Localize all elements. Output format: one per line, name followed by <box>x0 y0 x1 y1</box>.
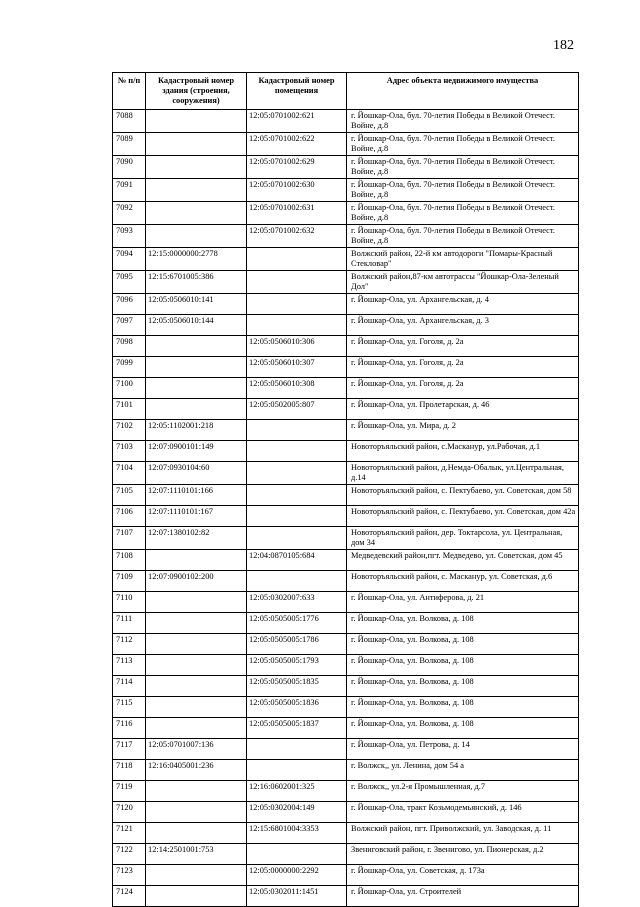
cell-number: 7106 <box>113 506 146 527</box>
cell-number: 7092 <box>113 202 146 225</box>
table-row <box>113 110 579 133</box>
cell-address: г. Йошкар-Ола, бул. 70-летия Победы в Великой Отечест. Войне, д.8 <box>347 202 579 225</box>
cell-number: 7111 <box>113 613 146 634</box>
cell-building-cadastral <box>146 634 247 655</box>
cell-room-cadastral <box>247 571 347 592</box>
cell-building-cadastral <box>146 718 247 739</box>
table-row <box>113 441 579 462</box>
cell-building-cadastral <box>146 697 247 718</box>
cell-room-cadastral: 12:05:0505005:1835 <box>247 676 347 697</box>
cell-address: г. Йошкар-Ола, бул. 70-летия Победы в Великой Отечест. Войне, д.8 <box>347 110 579 133</box>
cell-address: г. Йошкар-Ола, ул. Гоголя, д. 2а <box>347 336 579 357</box>
cell-address: Медведевский район,пгт. Медведево, ул. Советская, дом 45 <box>347 550 579 571</box>
cell-number: 7118 <box>113 760 146 781</box>
cell-address: г. Йошкар-Ола, ул. Архангельская, д. 4 <box>347 294 579 315</box>
cell-address: г. Йошкар-Ола, бул. 70-летия Победы в Великой Отечест. Войне, д.8 <box>347 225 579 248</box>
cell-number: 7116 <box>113 718 146 739</box>
cell-number: 7115 <box>113 697 146 718</box>
cell-building-cadastral: 12:07:1380102:82 <box>146 527 247 550</box>
cell-number: 7112 <box>113 634 146 655</box>
cell-room-cadastral: 12:15:6801004:3353 <box>247 823 347 844</box>
cell-building-cadastral <box>146 156 247 179</box>
cell-building-cadastral: 12:05:0701007:136 <box>146 739 247 760</box>
cell-address: г. Йошкар-Ола, ул. Советская, д. 173а <box>347 865 579 886</box>
cell-building-cadastral <box>146 550 247 571</box>
cell-building-cadastral: 12:15:6701005:386 <box>146 271 247 294</box>
table-row <box>113 592 579 613</box>
table-row <box>113 613 579 634</box>
cell-number: 7124 <box>113 886 146 907</box>
cell-address: Волжский район, 22-й км автодороги "Помары-Красный Стекловар" <box>347 248 579 271</box>
cell-number: 7104 <box>113 462 146 485</box>
cell-address: г. Йошкар-Ола, ул. Волкова, д. 108 <box>347 718 579 739</box>
cell-room-cadastral: 12:05:0701002:622 <box>247 133 347 156</box>
cell-building-cadastral <box>146 225 247 248</box>
table-row <box>113 179 579 202</box>
cell-number: 7101 <box>113 399 146 420</box>
table-row <box>113 399 579 420</box>
cell-address: Новоторъяльский район, с. Пектубаево, ул. Советская, дом 42а <box>347 506 579 527</box>
cell-number: 7109 <box>113 571 146 592</box>
cell-room-cadastral <box>247 527 347 550</box>
cell-building-cadastral: 12:16:0405001:236 <box>146 760 247 781</box>
cell-building-cadastral <box>146 336 247 357</box>
cell-building-cadastral <box>146 179 247 202</box>
cell-room-cadastral <box>247 844 347 865</box>
cell-number: 7089 <box>113 133 146 156</box>
cell-address: г. Йошкар-Ола, ул. Антиферова, д. 21 <box>347 592 579 613</box>
cell-building-cadastral <box>146 886 247 907</box>
cell-room-cadastral: 12:05:0506010:307 <box>247 357 347 378</box>
cell-number: 7099 <box>113 357 146 378</box>
cell-address: г. Йошкар-Ола, ул. Строителей <box>347 886 579 907</box>
cell-address: Новоторъяльский район, с. Пектубаево, ул. Советская, дом 58 <box>347 485 579 506</box>
cell-address: г. Йошкар-Ола, ул. Гоголя, д. 2а <box>347 378 579 399</box>
cell-room-cadastral <box>247 315 347 336</box>
cell-number: 7096 <box>113 294 146 315</box>
cell-room-cadastral: 12:05:0701002:630 <box>247 179 347 202</box>
property-registry-table <box>112 72 579 907</box>
cell-address: г. Йошкар-Ола, ул. Волкова, д. 108 <box>347 655 579 676</box>
cell-address: Новоторъяльский район, дер. Токтарсола, ул. Центральная, дом 34 <box>347 527 579 550</box>
table-row <box>113 571 579 592</box>
cell-room-cadastral: 12:05:0505005:1836 <box>247 697 347 718</box>
header-building-cadastral: Кадастровый номер здания (строения, сооружения) <box>146 73 247 110</box>
cell-building-cadastral: 12:15:0000000:2778 <box>146 248 247 271</box>
table-row <box>113 271 579 294</box>
cell-address: г. Волжск,, ул.2-я Промышленная, д.7 <box>347 781 579 802</box>
cell-number: 7091 <box>113 179 146 202</box>
cell-number: 7100 <box>113 378 146 399</box>
cell-building-cadastral: 12:05:0506010:144 <box>146 315 247 336</box>
cell-address: г. Йошкар-Ола, бул. 70-летия Победы в Великой Отечест. Войне, д.8 <box>347 156 579 179</box>
cell-address: Новоторъяльский район, с.Масканур, ул.Рабочая, д.1 <box>347 441 579 462</box>
cell-address: Новоторъяльский район, с. Масканур, ул. Советская, д.6 <box>347 571 579 592</box>
table-row <box>113 760 579 781</box>
cell-number: 7123 <box>113 865 146 886</box>
cell-number: 7105 <box>113 485 146 506</box>
header-address: Адрес объекта недвижимого имущества <box>347 73 579 110</box>
cell-address: г. Йошкар-Ола, ул. Мира, д. 2 <box>347 420 579 441</box>
cell-room-cadastral <box>247 739 347 760</box>
cell-building-cadastral <box>146 802 247 823</box>
table-row <box>113 225 579 248</box>
cell-number: 7095 <box>113 271 146 294</box>
table-row <box>113 202 579 225</box>
cell-number: 7107 <box>113 527 146 550</box>
cell-building-cadastral <box>146 592 247 613</box>
table-row <box>113 844 579 865</box>
table-row <box>113 739 579 760</box>
cell-building-cadastral <box>146 202 247 225</box>
table-row <box>113 802 579 823</box>
cell-number: 7098 <box>113 336 146 357</box>
cell-address: г. Йошкар-Ола, ул. Волкова, д. 108 <box>347 634 579 655</box>
cell-address: г. Йошкар-Ола, ул. Гоголя, д. 2а <box>347 357 579 378</box>
cell-building-cadastral: 12:07:0930104:60 <box>146 462 247 485</box>
cell-address: г. Йошкар-Ола, бул. 70-летия Победы в Великой Отечест. Войне, д.8 <box>347 133 579 156</box>
cell-number: 7090 <box>113 156 146 179</box>
table-row <box>113 133 579 156</box>
cell-room-cadastral: 12:05:0701002:631 <box>247 202 347 225</box>
cell-room-cadastral: 12:05:0502005:807 <box>247 399 347 420</box>
cell-building-cadastral <box>146 781 247 802</box>
cell-building-cadastral <box>146 133 247 156</box>
table-row <box>113 823 579 844</box>
cell-room-cadastral: 12:05:0505005:1837 <box>247 718 347 739</box>
cell-number: 7088 <box>113 110 146 133</box>
cell-building-cadastral <box>146 613 247 634</box>
table-row <box>113 697 579 718</box>
cell-building-cadastral: 12:07:0900102:200 <box>146 571 247 592</box>
cell-building-cadastral <box>146 655 247 676</box>
cell-building-cadastral: 12:05:0506010:141 <box>146 294 247 315</box>
table-row <box>113 315 579 336</box>
cell-room-cadastral: 12:05:0505005:1786 <box>247 634 347 655</box>
cell-room-cadastral <box>247 271 347 294</box>
header-number: № п/п <box>113 73 146 110</box>
cell-room-cadastral: 12:05:0506010:308 <box>247 378 347 399</box>
cell-room-cadastral <box>247 420 347 441</box>
cell-building-cadastral <box>146 357 247 378</box>
cell-room-cadastral: 12:05:0701002:621 <box>247 110 347 133</box>
cell-room-cadastral: 12:04:0870105:684 <box>247 550 347 571</box>
table-row <box>113 550 579 571</box>
cell-room-cadastral: 12:05:0302004:149 <box>247 802 347 823</box>
cell-number: 7122 <box>113 844 146 865</box>
table-row <box>113 357 579 378</box>
cell-room-cadastral: 12:05:0701002:632 <box>247 225 347 248</box>
cell-number: 7102 <box>113 420 146 441</box>
cell-building-cadastral <box>146 378 247 399</box>
cell-address: г. Йошкар-Ола, ул. Петрова, д. 14 <box>347 739 579 760</box>
cell-room-cadastral <box>247 506 347 527</box>
table-body <box>113 110 579 907</box>
table-row <box>113 420 579 441</box>
cell-building-cadastral <box>146 110 247 133</box>
cell-number: 7117 <box>113 739 146 760</box>
cell-address: г. Волжск,, ул. Ленина, дом 54 а <box>347 760 579 781</box>
cell-room-cadastral <box>247 485 347 506</box>
table-row <box>113 527 579 550</box>
cell-room-cadastral: 12:05:0701002:629 <box>247 156 347 179</box>
table-row <box>113 655 579 676</box>
cell-number: 7103 <box>113 441 146 462</box>
cell-number: 7119 <box>113 781 146 802</box>
cell-room-cadastral: 12:16:0602001:325 <box>247 781 347 802</box>
cell-building-cadastral: 12:05:1102001:218 <box>146 420 247 441</box>
cell-address: Звениговский район, г. Звенигово, ул. Пионерская, д.2 <box>347 844 579 865</box>
table-row <box>113 462 579 485</box>
table-row <box>113 676 579 697</box>
table-row <box>113 865 579 886</box>
cell-building-cadastral <box>146 399 247 420</box>
cell-number: 7121 <box>113 823 146 844</box>
cell-address: г. Йошкар-Ола, ул. Волкова, д. 108 <box>347 676 579 697</box>
cell-room-cadastral: 12:05:0505005:1793 <box>247 655 347 676</box>
cell-number: 7094 <box>113 248 146 271</box>
cell-building-cadastral: 12:07:1110101:167 <box>146 506 247 527</box>
cell-room-cadastral: 12:05:0505005:1776 <box>247 613 347 634</box>
cell-address: Волжский район, пгт. Приволжский, ул. Заводская, д. 11 <box>347 823 579 844</box>
cell-building-cadastral: 12:07:1110101:166 <box>146 485 247 506</box>
cell-building-cadastral <box>146 865 247 886</box>
table-row <box>113 378 579 399</box>
cell-number: 7108 <box>113 550 146 571</box>
cell-address: г. Йошкар-Ола, ул. Архангельская, д. 3 <box>347 315 579 336</box>
cell-building-cadastral <box>146 676 247 697</box>
table-row <box>113 886 579 907</box>
cell-address: г. Йошкар-Ола, ул. Пролетарская, д. 46 <box>347 399 579 420</box>
cell-room-cadastral <box>247 462 347 485</box>
cell-room-cadastral <box>247 760 347 781</box>
table-header-row <box>113 73 579 110</box>
cell-address: Новоторъяльский район, д.Немда-Обалык, ул.Центральная, д.14 <box>347 462 579 485</box>
table-row <box>113 156 579 179</box>
cell-room-cadastral <box>247 294 347 315</box>
table-row <box>113 718 579 739</box>
cell-address: Волжский район,87-км автотрассы "Йошкар-Ола-Зеленый Дол" <box>347 271 579 294</box>
cell-number: 7093 <box>113 225 146 248</box>
cell-number: 7097 <box>113 315 146 336</box>
cell-building-cadastral: 12:07:0900101:149 <box>146 441 247 462</box>
cell-room-cadastral <box>247 441 347 462</box>
cell-number: 7114 <box>113 676 146 697</box>
cell-room-cadastral <box>247 248 347 271</box>
table-row <box>113 248 579 271</box>
cell-number: 7113 <box>113 655 146 676</box>
cell-address: г. Йошкар-Ола, тракт Козьмодемьянский, д. 146 <box>347 802 579 823</box>
table-row <box>113 781 579 802</box>
cell-room-cadastral: 12:05:0302011:1451 <box>247 886 347 907</box>
table-row <box>113 634 579 655</box>
cell-room-cadastral: 12:05:0000000:2292 <box>247 865 347 886</box>
cell-address: г. Йошкар-Ола, бул. 70-летия Победы в Великой Отечест. Войне, д.8 <box>347 179 579 202</box>
cell-number: 7120 <box>113 802 146 823</box>
cell-room-cadastral: 12:05:0506010:306 <box>247 336 347 357</box>
header-room-cadastral: Кадастровый номер помещения <box>247 73 347 110</box>
cell-address: г. Йошкар-Ола, ул. Волкова, д. 108 <box>347 613 579 634</box>
table-row <box>113 485 579 506</box>
cell-room-cadastral: 12:05:0302007:633 <box>247 592 347 613</box>
cell-address: г. Йошкар-Ола, ул. Волкова, д. 108 <box>347 697 579 718</box>
table-row <box>113 294 579 315</box>
table-row <box>113 336 579 357</box>
table-row <box>113 506 579 527</box>
page-number: 182 <box>553 38 574 53</box>
cell-number: 7110 <box>113 592 146 613</box>
cell-building-cadastral <box>146 823 247 844</box>
cell-building-cadastral: 12:14:2501001:753 <box>146 844 247 865</box>
